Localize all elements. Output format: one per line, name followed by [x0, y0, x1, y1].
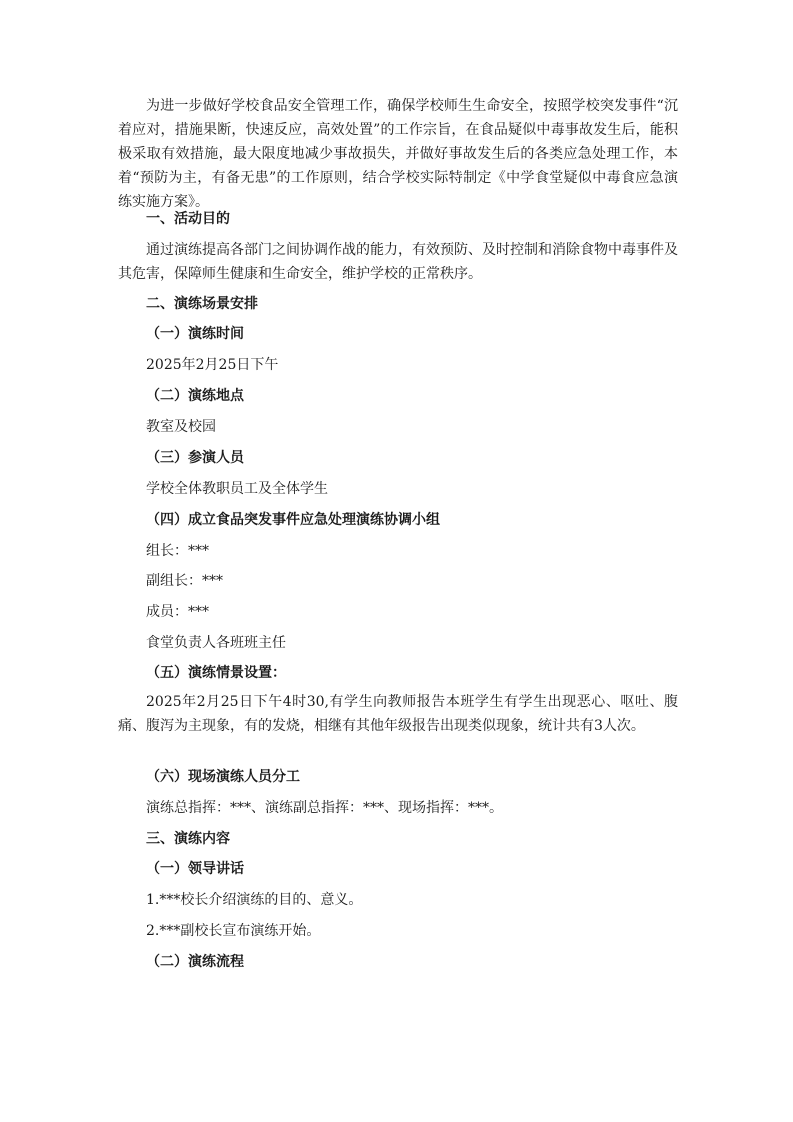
speech-item-2: 2.***副校长宣布演练开始。 — [146, 923, 321, 939]
subheading-roles: （六）现场演练人员分工 — [146, 769, 300, 785]
purpose-text: 通过演练提高各部门之间协调作战的能力，有效预防、及时控制和消除食物中毒事件及其危害，保障师生健康和生命安全，维护学校的正常秩序。 — [118, 242, 678, 282]
leader-text: 组长：*** — [146, 543, 209, 559]
section-heading-purpose: 一、活动目的 — [146, 211, 230, 227]
intro-text: 为进一步做好学校食品安全管理工作，确保学校师生生命安全，按照学校突发事件“沉着应对，措施果断，快速反应，高效处置”的工作宗旨，在食品疑似中毒事故发生后，能积极采取有效措施，最大限度地减少事故损失，并做好事故发生后的各类应急处理工作，本着“预防为主，有备无患”的工作原则，结合学校实际特制定《中学食堂疑似中毒食应急演练实施方案》。 — [118, 98, 678, 210]
subheading-scene-setting: （五）演练情景设置： — [146, 665, 286, 681]
vice-leader-text: 副组长：*** — [146, 573, 223, 589]
intro-paragraph — [118, 94, 678, 214]
subheading-group: （四）成立食品突发事件应急处理演练协调小组 — [146, 512, 440, 528]
place-text: 教室及校园 — [146, 419, 216, 435]
scene-text: 2025年2月25日下午4时30,有学生向教师报告本班学生有学生出现恶心、呕吐、腹痛、腹泻为主现象，有的发烧，相继有其他年级报告出现类似现象，统计共有3人次。 — [118, 694, 678, 734]
members-text: 成员：*** — [146, 604, 209, 620]
scene-paragraph — [118, 690, 678, 738]
section-heading-scene: 二、演练场景安排 — [146, 296, 258, 312]
subheading-flow: （二）演练流程 — [146, 954, 244, 970]
people-text: 学校全体教职员工及全体学生 — [146, 481, 328, 497]
time-text: 2025年2月25日下午 — [146, 357, 279, 373]
subheading-place: （二）演练地点 — [146, 388, 244, 404]
subheading-time: （一）演练时间 — [146, 326, 244, 342]
speech-item-1: 1.***校长介绍演练的目的、意义。 — [146, 892, 363, 908]
section-heading-content: 三、演练内容 — [146, 831, 230, 847]
subheading-speech: （一）领导讲话 — [146, 861, 244, 877]
purpose-paragraph — [118, 238, 678, 286]
roles-text: 演练总指挥：***、演练副总指挥：***、现场指挥：***。 — [146, 800, 503, 816]
members2-text: 食堂负责人各班班主任 — [146, 635, 286, 651]
subheading-people: （三）参演人员 — [146, 450, 244, 466]
